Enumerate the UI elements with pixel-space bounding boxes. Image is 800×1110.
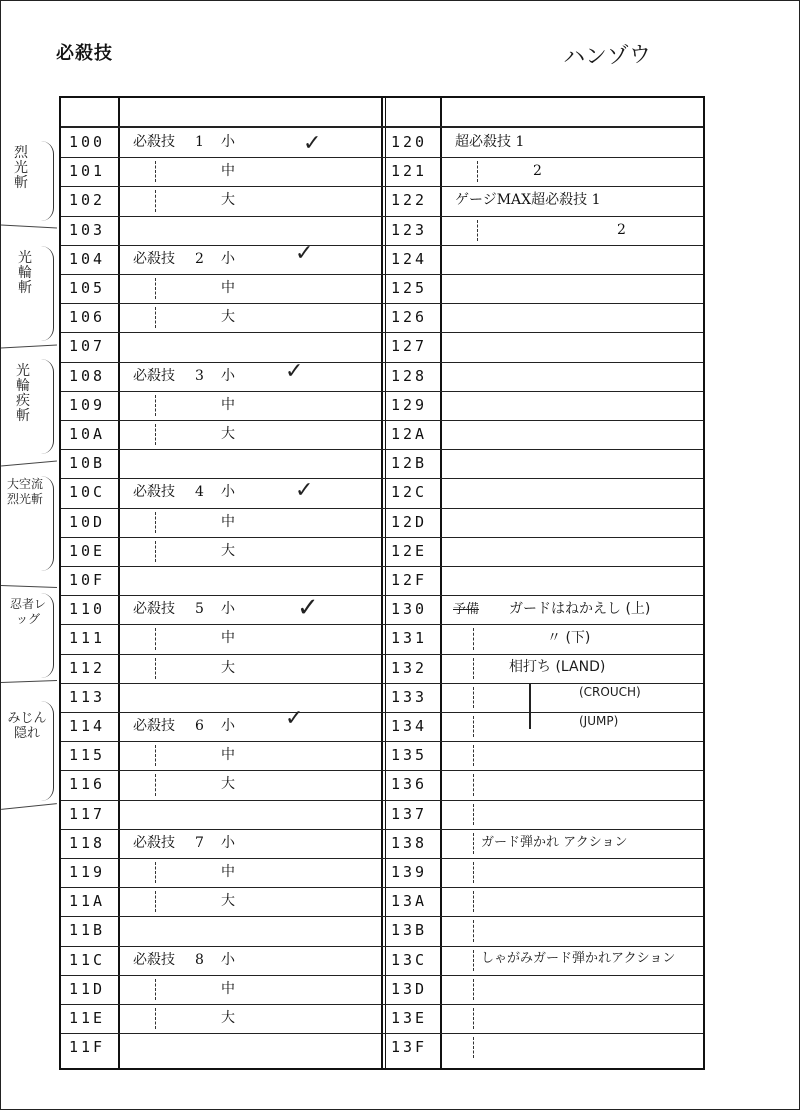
strength-cell: 小 — [221, 601, 235, 618]
row-rule — [61, 391, 703, 392]
right-code-cell: 13F — [391, 1038, 428, 1057]
margin-note: 烈光斬 — [14, 145, 28, 191]
move-label: 必殺技 — [133, 951, 175, 968]
strength-cell: 中 — [221, 864, 235, 880]
left-code-cell: 102 — [69, 191, 106, 210]
margin-divider — [1, 225, 57, 229]
strength-cell: 中 — [221, 980, 235, 997]
margin-note: 光輪斬 — [18, 250, 32, 296]
left-code-cell: 116 — [69, 775, 106, 794]
right-code-cell: 13C — [391, 950, 428, 969]
strength-cell: 中 — [221, 513, 235, 530]
right-code-cell: 13B — [391, 921, 428, 940]
ditto-dash — [473, 716, 474, 737]
left-code-cell: 110 — [69, 600, 106, 619]
right-code-cell: 12E — [391, 541, 428, 560]
move-label: 必殺技 — [133, 484, 175, 501]
left-code-cell: 111 — [69, 629, 106, 648]
move-number: 4 — [195, 484, 204, 501]
margin-divider — [1, 345, 57, 349]
ditto-dash — [155, 395, 156, 416]
move-number: 6 — [195, 718, 204, 734]
move-number: 8 — [195, 951, 204, 968]
row-rule — [61, 157, 703, 158]
left-code-cell: 104 — [69, 249, 106, 268]
strength-cell: 大 — [221, 659, 235, 676]
right-move-cell: 2 — [533, 163, 542, 180]
left-code-cell: 11B — [69, 921, 106, 940]
strength-cell: 中 — [221, 163, 235, 180]
ditto-dash — [477, 161, 478, 182]
handwritten-ditto: 〃 (下) — [547, 630, 591, 646]
strength-cell: 小 — [221, 367, 235, 384]
strength-cell: 小 — [221, 134, 235, 150]
row-rule — [61, 303, 703, 304]
right-code-cell: 13A — [391, 892, 428, 911]
strength-cell: 大 — [221, 309, 235, 326]
right-code-cell: 12B — [391, 454, 428, 473]
strength-cell: 大 — [221, 542, 235, 559]
strength-cell: 大 — [221, 776, 235, 793]
left-code-cell: 11D — [69, 979, 106, 998]
row-rule — [61, 1004, 703, 1005]
check-mark: ✓ — [295, 478, 314, 503]
ditto-dash — [473, 1037, 474, 1058]
row-rule — [61, 1033, 703, 1034]
ditto-dash — [473, 628, 474, 649]
row-rule — [61, 566, 703, 567]
right-code-cell: 122 — [391, 191, 428, 210]
handwritten-clash-crouch: (CROUCH) — [579, 685, 641, 699]
ditto-dash — [473, 920, 474, 941]
col-divider — [440, 98, 442, 1068]
ditto-dash — [155, 190, 156, 211]
ditto-dash — [155, 658, 156, 679]
row-rule — [61, 916, 703, 917]
ditto-dash — [473, 745, 474, 766]
move-number: 1 — [195, 134, 204, 150]
row-rule — [61, 216, 703, 217]
ditto-dash — [155, 774, 156, 795]
left-code-cell: 100 — [69, 133, 106, 151]
strength-cell: 小 — [221, 250, 235, 267]
margin-divider — [1, 461, 57, 467]
margin-note: みじん隠れ — [7, 711, 47, 741]
left-code-cell: 10F — [69, 571, 106, 589]
left-code-cell: 105 — [69, 279, 106, 297]
ditto-dash — [155, 628, 156, 649]
handwritten-bracket — [529, 684, 531, 729]
move-label: 必殺技 — [133, 134, 175, 150]
row-rule — [61, 508, 703, 509]
ditto-dash — [473, 833, 474, 854]
right-code-cell: 125 — [391, 279, 428, 297]
move-label: 必殺技 — [133, 601, 175, 618]
handwritten-clash-jump: (JUMP) — [579, 714, 619, 728]
left-code-cell: 114 — [69, 717, 106, 735]
right-code-cell: 132 — [391, 658, 428, 677]
left-code-cell: 10D — [69, 512, 106, 531]
ditto-dash — [473, 1008, 474, 1029]
check-mark: ✓ — [285, 359, 304, 384]
move-table — [59, 96, 705, 1070]
ditto-dash — [155, 541, 156, 562]
col-divider — [118, 98, 120, 1068]
right-code-cell: 137 — [391, 804, 428, 823]
left-code-cell: 107 — [69, 337, 106, 356]
check-mark: ✓ — [285, 706, 304, 731]
strength-cell: 大 — [221, 192, 235, 209]
ditto-dash — [155, 979, 156, 1000]
left-code-cell: 11E — [69, 1009, 106, 1027]
right-code-cell: 131 — [391, 629, 428, 648]
left-code-cell: 113 — [69, 687, 106, 706]
col-divider — [385, 98, 386, 1068]
margin-bracket — [41, 476, 54, 571]
left-code-cell: 112 — [69, 658, 106, 677]
row-rule — [61, 683, 703, 684]
left-code-cell: 108 — [69, 366, 106, 385]
left-code-cell: 10C — [69, 483, 106, 502]
row-rule — [61, 186, 703, 187]
margin-divider — [1, 680, 57, 683]
ditto-dash — [155, 307, 156, 328]
handwritten-guard-repel: ガード弾かれ アクション — [481, 835, 628, 850]
left-code-cell: 11C — [69, 950, 106, 969]
move-number: 7 — [195, 834, 204, 851]
strength-cell: 大 — [221, 426, 235, 442]
margin-bracket — [41, 359, 54, 454]
strength-cell: 小 — [221, 718, 235, 734]
strength-cell: 中 — [221, 630, 235, 647]
right-code-cell: 12F — [391, 571, 428, 589]
ditto-dash — [155, 424, 156, 445]
handwritten-clash-land: 相打ち (LAND) — [509, 659, 606, 675]
right-move-cell: 超必殺技 1 — [455, 134, 525, 150]
page-title: 必殺技 — [56, 43, 113, 64]
strength-cell: 中 — [221, 747, 235, 764]
handwritten-name: ハンゾウ — [562, 42, 652, 71]
left-code-cell: 10B — [69, 454, 106, 473]
move-number: 5 — [195, 601, 204, 618]
right-code-cell: 133 — [391, 687, 428, 706]
ditto-dash — [473, 804, 474, 825]
margin-bracket — [41, 701, 54, 801]
ditto-dash — [155, 278, 156, 299]
row-rule — [61, 858, 703, 859]
ditto-dash — [473, 891, 474, 912]
row-rule — [61, 654, 703, 655]
right-code-cell: 138 — [391, 833, 428, 852]
row-rule — [61, 741, 703, 742]
ditto-dash — [473, 950, 474, 971]
right-code-cell: 12A — [391, 425, 428, 443]
right-code-cell: 136 — [391, 775, 428, 794]
left-code-cell: 109 — [69, 395, 106, 414]
handwritten-reserve: 予備 — [453, 602, 480, 617]
right-code-cell: 126 — [391, 308, 428, 327]
ditto-dash — [155, 1008, 156, 1029]
row-rule — [61, 887, 703, 888]
check-mark: ✓ — [295, 241, 314, 266]
ditto-dash — [473, 979, 474, 1000]
right-move-cell: 2 — [617, 221, 626, 238]
left-code-cell: 10A — [69, 425, 106, 443]
move-number: 3 — [195, 367, 204, 384]
ditto-dash — [473, 687, 474, 708]
margin-bracket — [41, 141, 54, 221]
left-code-cell: 118 — [69, 833, 106, 852]
left-code-cell: 115 — [69, 746, 106, 765]
strength-cell: 大 — [221, 1010, 235, 1026]
margin-bracket — [41, 246, 54, 341]
strength-cell: 小 — [221, 951, 235, 968]
move-label: 必殺技 — [133, 367, 175, 384]
right-code-cell: 13D — [391, 979, 428, 998]
strength-cell: 中 — [221, 280, 235, 296]
margin-bracket — [41, 593, 54, 678]
col-divider — [381, 98, 383, 1068]
left-code-cell: 119 — [69, 863, 106, 881]
ditto-dash — [473, 658, 474, 679]
ditto-dash — [473, 862, 474, 883]
row-rule — [61, 975, 703, 976]
move-label: 必殺技 — [133, 834, 175, 851]
right-code-cell: 139 — [391, 863, 428, 881]
right-code-cell: 123 — [391, 220, 428, 239]
right-code-cell: 124 — [391, 249, 428, 268]
margin-note: 忍者レッグ — [9, 597, 46, 626]
right-code-cell: 13E — [391, 1009, 428, 1027]
strength-cell: 小 — [221, 484, 235, 501]
row-rule — [61, 449, 703, 450]
right-code-cell: 12D — [391, 512, 428, 531]
row-rule — [61, 537, 703, 538]
right-code-cell: 130 — [391, 600, 428, 619]
row-rule — [61, 332, 703, 333]
ditto-dash — [473, 774, 474, 795]
ditto-dash — [155, 161, 156, 182]
move-label: 必殺技 — [133, 718, 175, 734]
row-rule — [61, 420, 703, 421]
margin-divider — [1, 803, 57, 810]
margin-note: 大空流烈光斬 — [6, 477, 43, 506]
right-move-cell: ゲージMAX超必殺技 1 — [455, 192, 601, 209]
margin-note: 光輪疾斬 — [16, 363, 30, 424]
ditto-dash — [477, 220, 478, 241]
check-mark: ✓ — [297, 593, 319, 623]
left-code-cell: 103 — [69, 220, 106, 239]
right-code-cell: 127 — [391, 337, 428, 356]
left-code-cell: 11A — [69, 892, 106, 911]
right-code-cell: 135 — [391, 746, 428, 765]
left-code-cell: 11F — [69, 1038, 106, 1057]
left-code-cell: 101 — [69, 162, 106, 181]
move-label: 必殺技 — [133, 250, 175, 267]
ditto-dash — [155, 862, 156, 883]
handwritten-guard-bounce: ガードはねかえし (上) — [509, 601, 651, 617]
handwritten-crouch-guard-repel: しゃがみガード弾かれアクション — [481, 951, 676, 966]
right-code-cell: 121 — [391, 162, 428, 181]
row-rule — [61, 624, 703, 625]
row-rule — [61, 770, 703, 771]
right-code-cell: 134 — [391, 717, 428, 735]
left-code-cell: 117 — [69, 804, 106, 823]
row-rule — [61, 800, 703, 801]
left-code-cell: 10E — [69, 541, 106, 560]
ditto-dash — [155, 891, 156, 912]
strength-cell: 中 — [221, 396, 235, 413]
right-code-cell: 12C — [391, 483, 428, 502]
margin-divider — [1, 585, 57, 588]
row-rule — [61, 274, 703, 275]
right-code-cell: 120 — [391, 133, 428, 151]
move-number: 2 — [195, 250, 204, 267]
ditto-dash — [155, 512, 156, 533]
check-mark: ✓ — [303, 131, 322, 156]
strength-cell: 小 — [221, 834, 235, 851]
ditto-dash — [155, 745, 156, 766]
right-code-cell: 128 — [391, 366, 428, 385]
right-code-cell: 129 — [391, 395, 428, 414]
strength-cell: 大 — [221, 893, 235, 910]
left-code-cell: 106 — [69, 308, 106, 327]
